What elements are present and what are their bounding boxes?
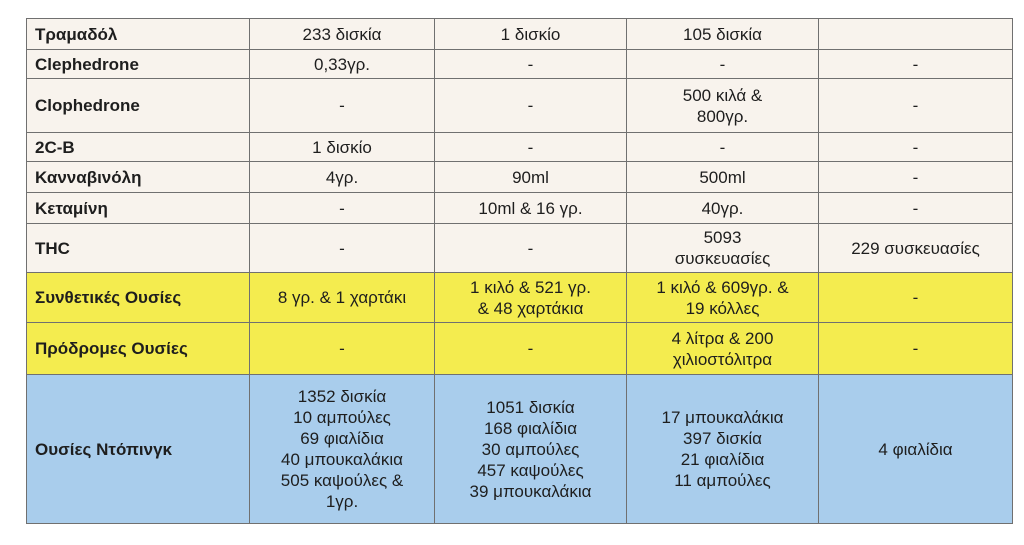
cell-text: 17 μπουκαλάκια: [661, 408, 784, 427]
cell-text: 10 αμπούλες: [293, 408, 391, 427]
row-label: Clophedrone: [27, 79, 250, 133]
cell-text: 500ml: [699, 167, 746, 187]
table-cell: [819, 273, 1013, 323]
table-cell: [250, 224, 435, 273]
cell-text: 1051 δισκία: [486, 397, 575, 417]
table-cell: [627, 50, 819, 79]
row-label: Συνθετικές Ουσίες: [27, 273, 250, 323]
table-cell: [250, 133, 435, 162]
table-cell: [819, 375, 1013, 524]
table-cell: [250, 50, 435, 79]
cell-text: -: [912, 96, 919, 115]
cell-text: 39 μπουκαλάκια: [469, 481, 592, 501]
table-cell: [250, 273, 435, 323]
table-cell: [627, 79, 819, 133]
cell-text: 69 φιαλίδια: [300, 429, 384, 448]
row-label: Κανναβινόλη: [27, 162, 250, 193]
row-label: Τραμαδόλ: [27, 19, 250, 50]
row-label: 2C-B: [27, 133, 250, 162]
table-cell: [819, 162, 1013, 193]
cell-text: 1 δισκίο: [500, 24, 561, 44]
cell-text: 1352 δισκία: [297, 387, 387, 406]
table-cell: [435, 162, 627, 193]
cell-text: 1γρ.: [325, 492, 359, 511]
table-cell: [819, 323, 1013, 375]
table-cell: [627, 273, 819, 323]
cell-text: -: [912, 137, 919, 157]
table-cell: [819, 133, 1013, 162]
cell-text: 0,33γρ.: [314, 54, 370, 74]
table-cell: [435, 273, 627, 323]
table-body: [27, 19, 1013, 524]
table-cell: [819, 19, 1013, 50]
table-cell: [819, 224, 1013, 273]
table-cell: [627, 19, 819, 50]
table-row: [27, 79, 1013, 133]
seizure-table-wrapper: [26, 18, 1012, 524]
cell-text: 10ml & 16 γρ.: [478, 198, 583, 218]
table-row: [27, 273, 1013, 323]
table-cell: [435, 19, 627, 50]
cell-text: 21 φιαλίδια: [680, 450, 765, 469]
table-cell: [435, 323, 627, 375]
table-cell: [435, 79, 627, 133]
table-cell: [435, 193, 627, 224]
cell-text: -: [527, 339, 534, 358]
table-cell: [627, 375, 819, 524]
cell-text: 1 κιλό & 609γρ. &: [656, 277, 789, 297]
table-cell: [250, 162, 435, 193]
table-row: [27, 162, 1013, 193]
table-cell: [435, 133, 627, 162]
cell-text: -: [339, 238, 345, 258]
cell-text: 4 λίτρα & 200: [671, 328, 774, 348]
table-cell: [819, 50, 1013, 79]
table-cell: [627, 133, 819, 162]
cell-text: 800γρ.: [696, 106, 749, 126]
cell-text: -: [527, 137, 534, 157]
table-cell: [819, 193, 1013, 224]
table-row: [27, 133, 1013, 162]
table-row: [27, 375, 1013, 524]
cell-text: 19 κόλλες: [685, 298, 760, 318]
cell-text: 1 κιλό & 521 γρ.: [470, 277, 591, 297]
cell-text: 233 δισκία: [302, 24, 382, 44]
cell-text: συσκευασίες: [674, 249, 771, 268]
table-row: [27, 50, 1013, 79]
cell-text: χιλιοστόλιτρα: [672, 349, 773, 369]
table-row: [27, 323, 1013, 375]
cell-text: 1 δισκίο: [312, 137, 372, 157]
cell-text: -: [527, 54, 534, 74]
table-cell: [435, 50, 627, 79]
table-cell: [627, 162, 819, 193]
row-label: THC: [27, 224, 250, 273]
row-label: Πρόδρομες Ουσίες: [27, 323, 250, 375]
cell-text: -: [527, 238, 534, 258]
table-cell: [250, 79, 435, 133]
cell-text: -: [912, 288, 919, 307]
cell-text: 4 φιαλίδια: [878, 439, 953, 459]
table-cell: [627, 193, 819, 224]
cell-text: 90ml: [512, 167, 549, 187]
cell-text: -: [912, 167, 919, 187]
table-cell: [435, 375, 627, 524]
table-row: [27, 224, 1013, 273]
cell-text: 397 δισκία: [683, 429, 762, 448]
cell-text: 11 αμπούλες: [674, 471, 771, 490]
cell-text: 8 γρ. & 1 χαρτάκι: [277, 288, 407, 307]
cell-text: 5093: [703, 228, 742, 247]
cell-text: -: [527, 96, 534, 115]
table-cell: [250, 375, 435, 524]
row-label: Clephedrone: [27, 50, 250, 79]
cell-text: 505 καψούλες &: [280, 471, 404, 490]
cell-text: 30 αμπούλες: [481, 439, 580, 459]
table-row: [27, 19, 1013, 50]
cell-text: 229 συσκευασίες: [851, 238, 980, 258]
cell-text: -: [912, 54, 919, 74]
cell-text: -: [912, 339, 919, 358]
cell-text: 4γρ.: [325, 167, 359, 187]
cell-text: -: [912, 198, 919, 218]
row-label: Κεταμίνη: [27, 193, 250, 224]
table-cell: [627, 224, 819, 273]
cell-text: 500 κιλά &: [682, 85, 763, 105]
table-cell: [819, 79, 1013, 133]
table-row: [27, 193, 1013, 224]
table-cell: [250, 323, 435, 375]
row-label: Ουσίες Ντόπινγκ: [27, 375, 250, 524]
substance-seizure-table: [26, 18, 1013, 524]
cell-text: -: [339, 198, 345, 218]
cell-text: 40 μπουκαλάκια: [281, 450, 403, 469]
cell-text: -: [339, 96, 345, 115]
cell-text: -: [339, 339, 345, 358]
cell-text: 457 καψούλες: [477, 460, 584, 480]
table-cell: [250, 19, 435, 50]
cell-text: & 48 χαρτάκια: [477, 298, 584, 318]
cell-text: 40γρ.: [701, 198, 744, 218]
cell-text: 105 δισκία: [683, 24, 762, 44]
cell-text: 168 φιαλίδια: [483, 418, 578, 438]
table-cell: [250, 193, 435, 224]
cell-text: -: [719, 137, 726, 157]
cell-text: -: [719, 54, 726, 74]
table-cell: [627, 323, 819, 375]
table-cell: [435, 224, 627, 273]
